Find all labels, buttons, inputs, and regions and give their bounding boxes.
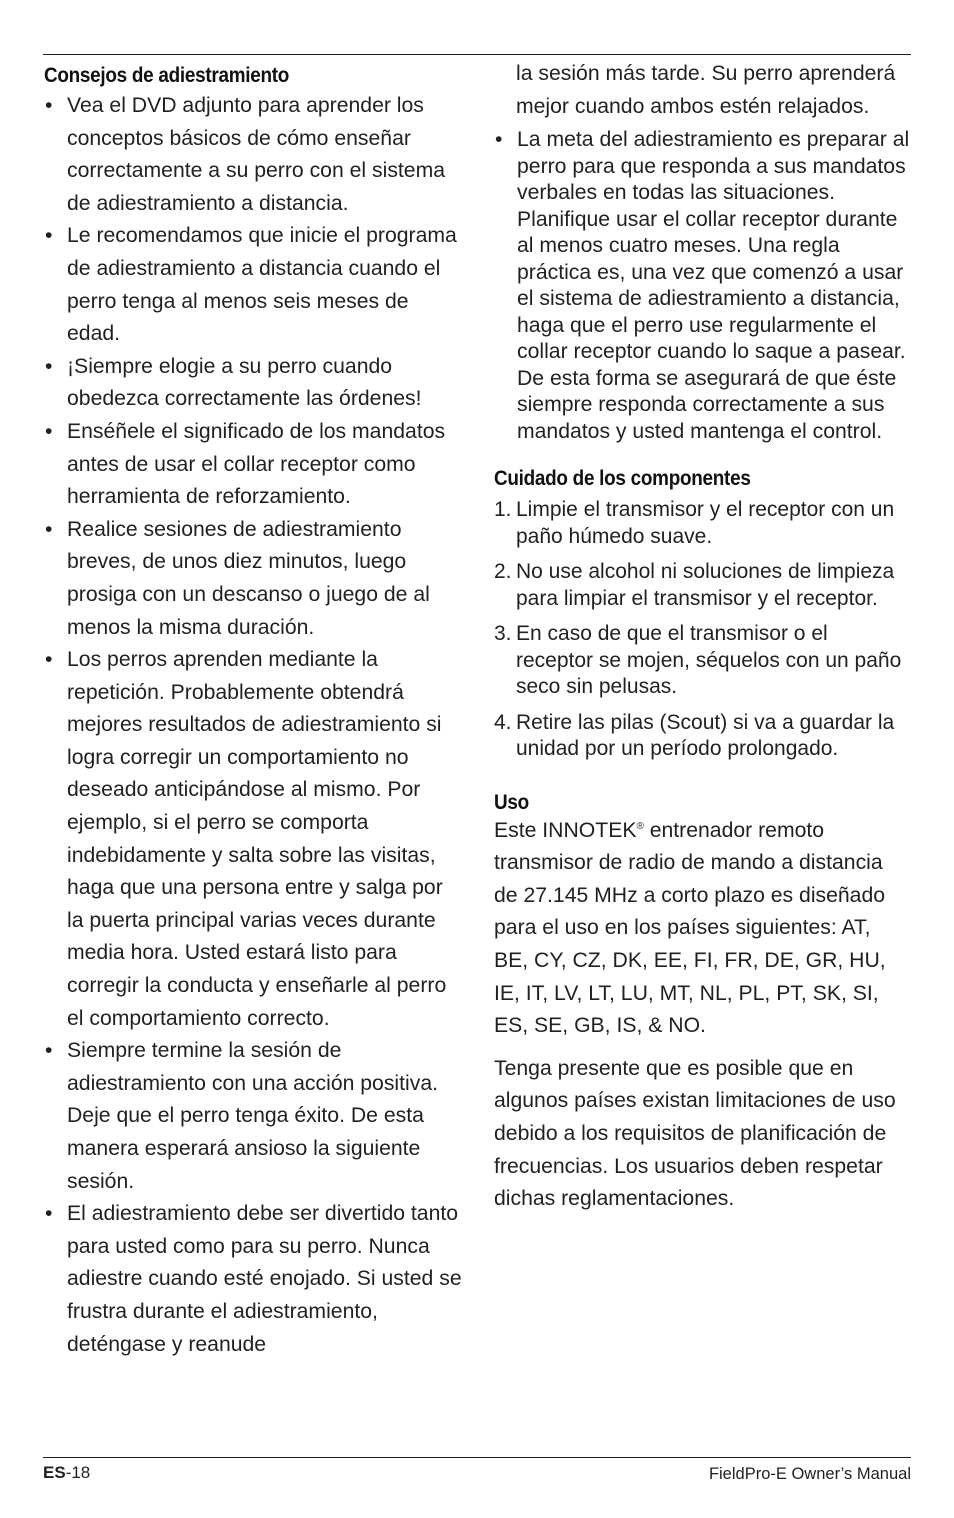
list-item — [494, 710, 910, 763]
item-number: 1. — [494, 498, 512, 522]
page-number — [43, 1463, 90, 1483]
training-tips-heading: Consejos de adiestramiento — [44, 64, 290, 87]
goal-list — [494, 127, 910, 445]
use-paragraph — [494, 815, 910, 1043]
list-item: • Realice sesiones de adiestramiento breves, de unos diez minutos, luego prosiga con un descanso o juego de al menos la misma duración. — [44, 514, 462, 644]
registered-mark: ® — [636, 820, 644, 832]
top-rule — [43, 54, 911, 55]
list-item — [494, 497, 910, 550]
left-column — [44, 58, 462, 1361]
list-item: • ¡Siempre elogie a su perro cuando obedezca correctamente las órdenes! — [44, 351, 462, 416]
training-tips-list — [44, 90, 462, 1361]
bottom-rule — [43, 1457, 911, 1458]
list-item: • Le recomendamos que inicie el programa de adiestramiento a distancia cuando el perro tenga al menos seis meses de edad. — [44, 220, 462, 350]
item-text: En caso de que el transmisor o el receptor se mojen, séquelos con un paño seco sin pelusas. — [516, 622, 902, 699]
item-number: 4. — [494, 710, 512, 734]
manual-title: FieldPro-E Owner’s Manual — [708, 1465, 911, 1483]
list-item: • Siempre termine la sesión de adiestramiento con una acción positiva. Deje que el perro tenga éxito. De esta manera esperará ansioso la siguiente sesión. — [44, 1035, 462, 1198]
regulations-paragraph: Tenga presente que es posible que en algunos países existan limitaciones de uso debido a los requisitos de planificación de frecuencias. Los usuarios deben respetar dichas reglamentaciones. — [494, 1056, 896, 1211]
component-care-heading: Cuidado de los componentes — [494, 467, 751, 491]
item-text: Retire las pilas (Scout) si va a guardar la unidad por un período prolongado. — [516, 710, 895, 761]
language-code: ES — [43, 1463, 66, 1482]
list-item — [494, 559, 910, 612]
item-text: Limpie el transmisor y el receptor con un paño húmedo suave. — [516, 498, 895, 548]
item-number: 3. — [494, 622, 512, 646]
continued-text: la sesión más tarde. Su perro aprenderá mejor cuando ambos estén relajados. — [516, 62, 896, 118]
list-item: • Los perros aprenden mediante la repetición. Probablemente obtendrá mejores resultados de adiestramiento si logra corregir un comportamiento no deseado anticipándose al mismo. Por ejemplo, si el perro se comporta indebidamente y salta sobre las visitas, haga que una persona entre y salga por la puerta principal varias veces durante media hora. Usted estará listo para corregir la conducta y enseñarle al perro el comportamiento correcto. — [44, 644, 462, 1035]
item-number: 2. — [494, 560, 512, 584]
item-text: No use alcohol ni soluciones de limpieza para limpiar el transmisor y el receptor. — [516, 560, 895, 610]
right-column — [494, 58, 910, 1216]
use-heading: Uso — [494, 790, 529, 814]
list-item: • La meta del adiestramiento es preparar al perro para que responda a sus mandatos verbales en todas las situaciones. Planifique usar el collar receptor durante al menos cuatro meses. Una regla práctica es, una vez que comenzó a usar el sistema de adiestramiento a distancia, haga que el perro use regularmente el collar receptor cuando lo saque a pasear. De esta forma se asegurará de que éste siempre responda correctamente a sus mandatos y usted mantenga el control. — [494, 127, 910, 445]
use-text-start: Este INNOTEK — [494, 818, 637, 842]
page-number-value: -18 — [65, 1463, 91, 1482]
list-item: • Enséñele el significado de los mandatos antes de usar el collar receptor como herramienta de reforzamiento. — [44, 416, 462, 514]
component-care-list — [494, 497, 910, 763]
list-item — [494, 621, 910, 701]
list-item: • Vea el DVD adjunto para aprender los conceptos básicos de cómo enseñar correctamente a su perro con el sistema de adiestramiento a distancia. — [44, 90, 462, 220]
use-text-rest: entrenador remoto transmisor de radio de mando a distancia de 27.145 MHz a corto plazo es diseñado para el uso en los países siguientes: AT, BE, CY, CZ, DK, EE, FI, FR, DE, GR, HU, IE, IT, LV, LT, LU, MT, NL, PL, PT, SK, SI, ES, SE, GB, IS, & NO. — [494, 818, 886, 1038]
list-item: • El adiestramiento debe ser divertido tanto para usted como para su perro. Nunca adiestre cuando esté enojado. Si usted se frustra durante el adiestramiento, deténgase y reanude — [44, 1198, 462, 1361]
